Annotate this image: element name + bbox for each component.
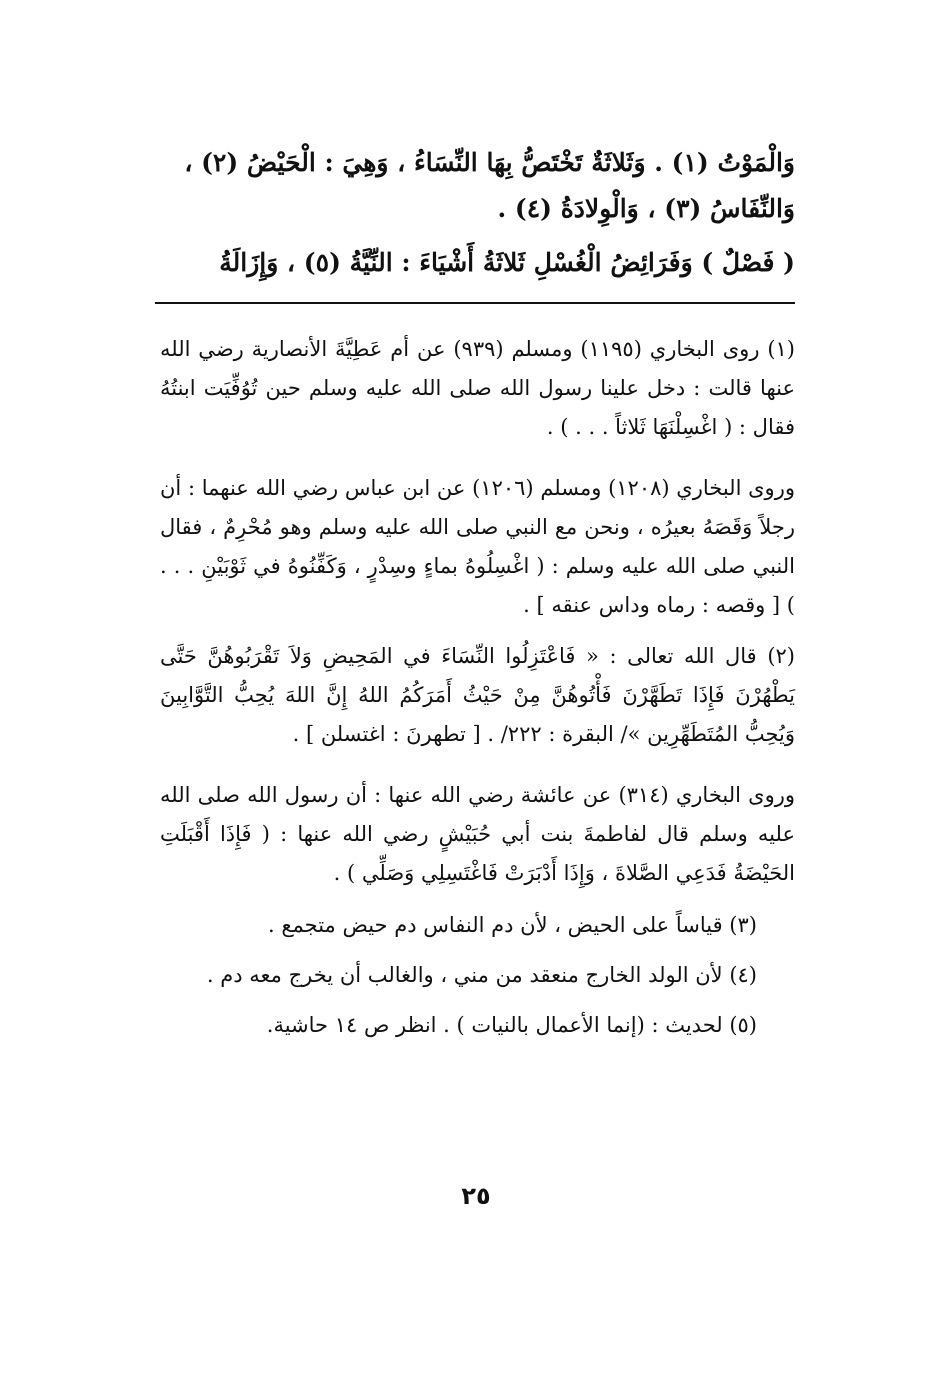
- main-text-line: ( فَصْلٌ ) وَفَرَائِضُ الْغُسْلِ ثَلاثَةُ أَشْيَاءَ : النِّيَّةُ (٥) ، وَإِزَالَةُ: [219, 248, 795, 277]
- footnote-2: (٢) قال الله تعالى : « فَاعْتَزِلُوا النِّسَاءَ في المَحِيضِ وَلاَ تَقْرَبُوهُنَّ حَتَّى يَطْهُرْنَ فَإِذَا تَطَهَّرْنَ فَأْتُوهُنَّ مِنْ حَيْثُ أَمَرَكُمُ اللهُ إِنَّ اللهَ يُحِبُّ التَّوَّابِينَ وَيُحِبُّ المُتَطَهِّرِين »/ البقرة : ٢٢٢/ . [ تطهرنَ : اغتسلن ] .: [160, 644, 795, 746]
- footnote-3: (٣) قياساً على الحيض ، لأن دم النفاس دم حيض متجمع .: [267, 913, 757, 937]
- main-text-line: وَالْمَوْتُ (١) . وَثَلاثَةٌ تَخْتَصُّ بِهَا النِّسَاءُ ، وَهِيَ : الْحَيْضُ (٢) ،: [184, 148, 795, 177]
- footnote-4: (٤) لأن الولد الخارج منعقد من مني ، والغالب أن يخرج معه دم .: [206, 963, 757, 987]
- page-number: ٢٥: [461, 1182, 491, 1210]
- footnote-separator: [155, 302, 795, 304]
- footnote-2-continued: وروى البخاري (٣١٤) عن عائشة رضي الله عنها : أن رسول الله صلى الله عليه وسلم قال لفاطمةَ بنت أبي حُبَيْشٍ رضي الله عنها : ( فَإِذَا أَقْبَلَتِ الحَيْضَةُ فَدَعِي الصَّلاةَ ، وَإِذَا أَدْبَرَتْ فَاغْتَسِلِي وَصَلِّي ) .: [160, 783, 795, 885]
- footnote-1-continued: وروى البخاري (١٢٠٨) ومسلم (١٢٠٦) عن ابن عباس رضي الله عنهما : أن رجلاً وَقَصَهُ بعيرُه ، ونحن مع النبي صلى الله عليه وسلم وهو مُحْرِمٌ ، فقال النبي صلى الله عليه وسلم : ( اغْسِلُوهُ بماءٍ وسِدْرٍ ، وَكَفِّنُوهُ في ثَوْبَيْنِ . . . ) [ وقصه : رماه وداس عنقه ] .: [160, 476, 795, 617]
- footnotes: [160, 330, 795, 1055]
- main-text-line: وَالنِّفَاسُ (٣) ، وَالْوِلادَةُ (٤) .: [497, 194, 795, 223]
- footnote-1: (١) روى البخاري (١١٩٥) ومسلم (٩٣٩) عن أم عَطِيَّةَ الأنصارية رضي الله عنها قالت : دخل علينا رسول الله صلى الله عليه وسلم حين تُوُفِّيَت ابنتُهُ فقال : ( اغْسِلْنَهَا ثَلاثاً . . . ) .: [160, 337, 795, 439]
- footnote-5: (٥) لحديث : (إنما الأعمال بالنيات ) . انظر ص ١٤ حاشية.: [266, 1013, 757, 1037]
- main-text: [155, 140, 795, 286]
